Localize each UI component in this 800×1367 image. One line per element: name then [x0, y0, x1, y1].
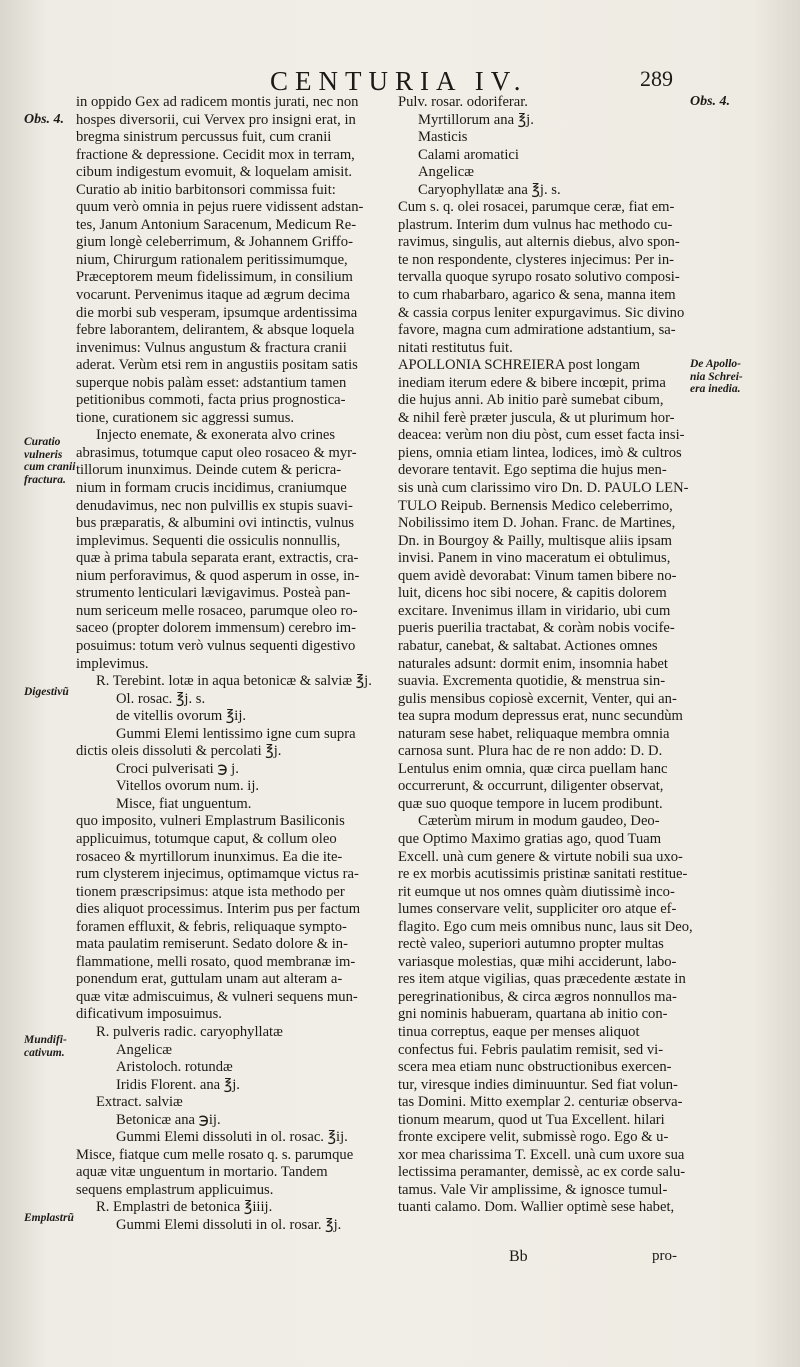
text-line: Excell. unà cum genere & virtute nobili sua uxo- — [398, 848, 683, 865]
recipe-line: R. Emplastri de betonica ℥iiij. — [96, 1199, 273, 1216]
text-line: aderat. Verùm etsi rem in angustiis positam satis — [76, 357, 358, 374]
text-line: tur, viresque indies diminuuntur. Sed fiat volun- — [398, 1076, 678, 1093]
text-line: APOLLONIA SCHREIERA post longam — [398, 357, 641, 374]
margin-note-curatio: Curatio vulneris cum cranii fractura. — [24, 436, 76, 486]
text-line: invenimus: Vulnus angustum & fractura cranii — [76, 339, 347, 356]
right-column — [398, 94, 704, 1217]
text-line: sequens emplastrum applicuimus. — [76, 1181, 274, 1198]
text-line: Cum s. q. olei rosacei, parumque ceræ, fiat em- — [398, 199, 675, 216]
text-line: ponendum erat, guttulam unam aut alteram a- — [76, 971, 343, 988]
recipe-line: Gummi Elemi dissoluti in ol. rosac. ℥ij. — [116, 1129, 348, 1146]
left-column — [76, 94, 394, 1235]
recipe-line: Ol. rosac. ℥j. s. — [116, 690, 206, 707]
text-line: nium in formam crucis incidimus, craniumque — [76, 480, 347, 497]
text-line: in oppido Gex ad radicem montis jurati, nec non — [76, 94, 359, 110]
text-line: excitare. Invenimus illam in viridario, ubi cum — [398, 602, 671, 619]
text-line: Cæterùm mirum in modum gaudeo, Deo- — [418, 813, 660, 830]
text-line: tes, Janum Antonium Saracenum, Medicum Re- — [76, 216, 357, 233]
recipe-line: Gummi Elemi lentissimo igne cum supra — [116, 725, 356, 742]
signature-mark: Bb — [509, 1248, 528, 1265]
recipe-line: Croci pulverisati ℈ j. — [116, 760, 239, 777]
text-line: posuimus: totum verò vulnus sequenti digestivo — [76, 637, 356, 654]
margin-note-obs-right: Obs. 4. — [690, 94, 731, 109]
recipe-line: R. Terebint. lotæ in aqua betonicæ & salviæ ℥j. — [96, 673, 372, 690]
text-line: carnosa sunt. Plura hac de re non addo: D. D. — [398, 743, 663, 760]
margin-note-emplastrum: Emplastrũ — [24, 1212, 74, 1224]
text-line: tas Domini. Mitto exemplar 2. centuriæ observa- — [398, 1094, 683, 1111]
text-line: lectissima peramanter, demissè, ac ex corde salu- — [398, 1164, 686, 1181]
text-line: Nobilissimo item D. Johan. Franc. de Martines, — [398, 515, 676, 532]
text-line: dificativum imposuimus. — [76, 1006, 222, 1023]
margin-note-obs-left: Obs. 4. — [24, 112, 65, 127]
text-line: cibum indigestum evomuit, & loquelam amisit. — [76, 164, 353, 181]
margin-note-digestivum: Digestivũ — [24, 686, 69, 698]
recipe-line: Gummi Elemi dissoluti in ol. rosar. ℥j. — [116, 1217, 342, 1233]
text-line: quæ suo quoque tempore in lucem prodibunt. — [398, 795, 663, 812]
recipe-line: Iridis Florent. ana ℥j. — [116, 1076, 240, 1093]
page-number: 289 — [640, 66, 673, 91]
text-line: to cum rhabarbaro, agarico & sena, manna item — [398, 287, 676, 304]
text-line: quem avidè devorabat: Vinum tamen bibere no- — [398, 567, 677, 584]
text-line: occurrerunt, & occurrunt, diligenter observat, — [398, 778, 664, 795]
recipe-line: Misce, fiat unguentum. — [116, 795, 252, 812]
text-line: febre laborantem, delirantem, & absque loquela — [76, 322, 355, 339]
text-line: suavia. Excrementa quotidie, & menstrua sin- — [398, 673, 666, 690]
text-line: rosaceo & myrtillorum inunximus. Ea die ite- — [76, 848, 343, 865]
running-head: CENTURIA IV. — [270, 66, 528, 96]
recipe-line: Extract. salviæ — [96, 1094, 183, 1111]
recipe-line: Betonicæ ana ℈ij. — [116, 1111, 221, 1128]
text-line: rectè valeo, superiori autumno propter multas — [398, 936, 664, 953]
recipe-line: Myrtillorum ana ℥j. — [418, 111, 534, 128]
text-line: peregrinationibus, & circa ægros nonnullos ma- — [398, 988, 677, 1005]
text-line: hospes diversorii, cui Vervex pro insigni erat, in — [76, 111, 356, 128]
text-line: abrasimus, totumque caput oleo rosaceo & myr- — [76, 444, 357, 461]
text-line: petitionibus commoti, facta prius prognostica- — [76, 392, 346, 409]
text-line: foramen effluxit, & febris, reliquaque sympto- — [76, 918, 347, 935]
text-line: sis unà cum clarissimo viro Dn. D. PAULO LEN- — [398, 480, 689, 497]
text-line: xor mea charissima T. Excell. unà cum uxore sua — [398, 1146, 685, 1163]
text-line: applicuimus, totumque caput, & collum oleo — [76, 830, 337, 847]
text-line: die morbi sub vesperam, ipsumque ardentissima — [76, 304, 358, 321]
text-line: tillorum inunximus. Deinde cutem & pericra- — [76, 462, 342, 479]
text-line: ravimus, singulis, aut alternis diebus, alvo spon- — [398, 234, 680, 251]
text-line: te non respondente, clysteres injecimus: Per in- — [398, 251, 674, 268]
text-line: & nihil ferè præter juscula, & ut plurimum hor- — [398, 409, 675, 426]
text-line: quæ à prima tabula separata erant, extractis, cra- — [76, 550, 359, 567]
text-line: implevimus. Sequenti die ossiculis nonnullis, — [76, 532, 341, 549]
text-line: invisi. Panem in vino maceratum ei obtulimus, — [398, 550, 671, 567]
text-line: quo imposito, vulneri Emplastrum Basiliconis — [76, 813, 345, 830]
margin-note-apollonia: De Apollo- nia Schrei- era inedia. — [690, 358, 743, 395]
text-line: naturam sese habet, reliquaque membra omnia — [398, 725, 670, 742]
text-line: bus præparatis, & albumini ovi intinctis, vulnus — [76, 515, 355, 532]
recipe-line: Aristoloch. rotundæ — [116, 1059, 233, 1076]
recipe-line: R. pulveris radic. caryophyllatæ — [96, 1023, 283, 1040]
text-line: Misce, fiatque cum melle rosato q. s. parumque — [76, 1146, 354, 1163]
text-line: denudavimus, nec non pulvillis ex stupis suavi- — [76, 497, 353, 514]
text-line: quæ vitæ admiscuimus, & vulneri sequens mun- — [76, 988, 358, 1005]
text-line: implevimus. — [76, 655, 149, 672]
text-line: strumento lenticulari lævigavimus. Posteà pan- — [76, 585, 351, 602]
text-line: die hujus anni. Ab initio parè sumebat cibum, — [398, 392, 664, 409]
text-line: fronte excipere velit, submissè rogo. Ego & u- — [398, 1129, 669, 1146]
text-line: dies aliquot processimus. Interim pus per factum — [76, 901, 361, 918]
text-line: tuanti calamo. Dom. Wallier optimè sese habet, — [398, 1199, 675, 1216]
margin-note-mundificativum: Mundifi- cativum. — [24, 1034, 67, 1059]
text-line: deacea: verùm non diu pòst, cum esset facta insi- — [398, 427, 685, 444]
text-line: lumes conservare velit, suppliciter oro atque ef- — [398, 901, 677, 918]
text-line: gni nominis habueram, quartana ab initio con- — [398, 1006, 668, 1023]
text-line: tea supra modum depressus erat, nunc secundùm — [398, 708, 683, 725]
recipe-line: Angelicæ — [418, 164, 474, 181]
text-line: nitati restitutus fuit. — [398, 339, 513, 356]
text-line: Injecto enemate, & exonerata alvo crines — [96, 427, 336, 444]
text-line: tionem præscripsimus: atque ista methodo per — [76, 883, 345, 900]
text-line: superque nobis palàm esset: adstantium tamen — [76, 374, 347, 391]
text-line: res item atque vigilias, quas præcedente æstate in — [398, 971, 686, 988]
recipe-line: Calami aromatici — [418, 146, 519, 163]
text-line: rit eumque ut nos omnes quàm diutissimè inco- — [398, 883, 675, 900]
recipe-line: Vitellos ovorum num. ij. — [116, 778, 260, 795]
text-line: pueris puerilia tractabat, & coràm nobis vocife- — [398, 620, 675, 637]
text-line: tionum mearum, quod ut Tua Excellent. hilari — [398, 1111, 665, 1128]
text-line: tione, curationem sic aggressi sumus. — [76, 409, 295, 426]
text-line: & cassia corpus leniter expurgavimus. Sic divino — [398, 304, 685, 321]
text-line: tervalla quoque syrupo rosato solutivo composi- — [398, 269, 680, 286]
text-line: fractione & depressione. Cecidit mox in terram, — [76, 146, 355, 163]
text-line: Præceptorem meum fidelissimum, in consilium — [76, 269, 353, 286]
text-line: gulis mensibus copiosè excernit, Venter, qui an- — [398, 690, 677, 707]
text-line: Lentulus enim omnia, quæ circa puellam hanc — [398, 760, 668, 777]
text-line: confectus fui. Febris paulatim remisit, sed vi- — [398, 1041, 664, 1058]
text-line: saceo (propter dolorem immensum) cerebro im- — [76, 620, 357, 637]
text-line: scera mea etiam nunc obstructionibus exercen- — [398, 1059, 672, 1076]
recipe-line: Pulv. rosar. odoriferar. — [398, 94, 528, 110]
recipe-line: Masticis — [418, 129, 468, 146]
recipe-line: de vitellis ovorum ℥ij. — [116, 708, 247, 725]
text-line: que Optimo Maximo gratias ago, quod Tuam — [398, 830, 662, 847]
text-line: flagito. Ego cum meis omnibus nunc, laus sit Deo, — [398, 918, 693, 935]
text-line: Dn. in Bourgoy & Pailly, multisque aliis ipsam — [398, 532, 673, 549]
text-line: inediam iterum edere & bibere incœpit, prima — [398, 374, 666, 391]
text-line: Curatio ab initio barbitonsori commissa fuit: — [76, 181, 336, 198]
text-line: quum verò omnia in pejus ruere vidissent adstan- — [76, 199, 364, 216]
text-line: luit, dicens hoc sibi nocere, & capitis dolorem — [398, 585, 667, 602]
text-line: nium, Chirurgum rationalem peritissimumque, — [76, 251, 348, 268]
catchword: pro- — [652, 1248, 677, 1264]
text-line: aquæ vitæ unguentum in mortario. Tandem — [76, 1164, 328, 1181]
text-line: rum clysterem injecimus, optimamque victus ra- — [76, 866, 359, 883]
text-line: flammatione, melli rosato, quod membranæ im- — [76, 953, 356, 970]
text-line: favore, magna cum admiratione adstantium, sa- — [398, 322, 676, 339]
text-line: variasque molestias, quæ mihi acciderunt, labo- — [398, 953, 677, 970]
text-line: bregma sinistrum percussus fuit, cum cranii — [76, 129, 332, 146]
text-line: piens, omnia etiam lintea, lodices, imò & cultros — [398, 444, 682, 461]
text-line: tamus. Vale Vir amplissime, & ignosce tumul- — [398, 1181, 668, 1198]
recipe-line: dictis oleis dissoluti & percolati ℥j. — [76, 743, 282, 760]
text-line: num sericeum melle rosaceo, parumque oleo ro- — [76, 602, 358, 619]
text-line: naturales adsunt: dormit enim, insomnia habet — [398, 655, 668, 672]
recipe-line: Caryophyllatæ ana ℥j. s. — [418, 181, 561, 198]
recipe-line: Angelicæ — [116, 1041, 172, 1058]
text-line: TULO Reipub. Bernensis Medico celeberrimo, — [398, 497, 673, 514]
text-line: plastrum. Interim dum vulnus hac methodo cu- — [398, 216, 673, 233]
text-line: gium longè celeberrimum, & Johannem Griffo- — [76, 234, 353, 251]
text-line: tinua correptus, eaque per menses aliquot — [398, 1023, 640, 1040]
text-line: mata paulatim remiserunt. Sedato dolore & in- — [76, 936, 348, 953]
text-line: nium perforavimus, & quod asperum in osse, in- — [76, 567, 360, 584]
text-line: rabatur, canebat, & saltabat. Actiones omnes — [398, 637, 658, 654]
text-line: re ex morbis acutissimis pristinæ sanitati restitue- — [398, 866, 688, 883]
text-line: devorare tentavit. Ego septima die hujus men- — [398, 462, 667, 479]
text-line: vocarunt. Pervenimus itaque ad ægrum decima — [76, 287, 350, 304]
